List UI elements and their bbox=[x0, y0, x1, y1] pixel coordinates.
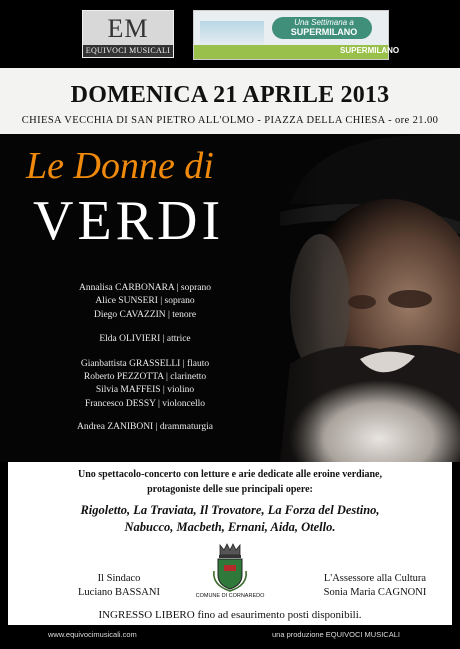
cast-musician: Gianbattista GRASSELLI | flauto bbox=[80, 358, 210, 369]
supermilano-line1: Una Settimana a bbox=[294, 18, 354, 27]
title-line2: VERDI bbox=[33, 190, 225, 252]
description-line2: protagoniste delle sue principali opere: bbox=[147, 483, 313, 495]
operas-list bbox=[8, 502, 452, 535]
comune-crest-icon bbox=[210, 541, 250, 593]
cast-musician: Silvia MAFFEIS | violino bbox=[95, 385, 195, 396]
description-line1: Uno spettacolo-concerto con letture e arie dedicate alle eroine verdiane, bbox=[78, 469, 382, 480]
logo-em-name: EQUIVOCI MUSICALI bbox=[85, 46, 171, 55]
cast-musician: Roberto PEZZOTTA | clarinetto bbox=[83, 372, 207, 383]
comune-name: COMUNE DI CORNAREDO bbox=[195, 593, 265, 599]
cast-list bbox=[40, 282, 250, 435]
operas-line1: Rigoletto, La Traviata, Il Trovatore, La Forza del Destino, bbox=[80, 503, 380, 517]
title-line1: Le Donne di bbox=[26, 145, 214, 187]
supermilano-brand: SUPERMILANO bbox=[340, 46, 400, 55]
footer bbox=[0, 625, 460, 649]
footer-production: una produzione EQUIVOCI MUSICALI bbox=[272, 630, 400, 639]
councillor-role: L'Assessore alla Cultura bbox=[323, 573, 427, 584]
footer-website: www.equivocimusicali.com bbox=[48, 630, 137, 639]
cast-musician: Francesco DESSY | violoncello bbox=[84, 398, 206, 409]
verdi-portrait bbox=[250, 134, 460, 462]
equivoci-musicali-logo bbox=[82, 10, 174, 58]
operas-line2: Nabucco, Macbeth, Ernani, Aida, Otello. bbox=[124, 519, 336, 534]
supermilano-logo bbox=[193, 10, 400, 60]
event-venue: CHIESA VECCHIA DI SAN PIETRO ALL'OLMO - PIAZZA DELLA CHIESA - ore 21.00 bbox=[21, 115, 439, 126]
mayor-role: Il Sindaco bbox=[97, 573, 141, 584]
cast-actress: Elda OLIVIERI | attrice bbox=[99, 334, 191, 345]
info-panel bbox=[8, 462, 452, 625]
councillor-signature bbox=[300, 572, 450, 600]
logo-em-mark: EM bbox=[107, 14, 149, 43]
mayor-name: Luciano BASSANI bbox=[78, 587, 160, 598]
cast-singer: Annalisa CARBONARA | soprano bbox=[79, 283, 211, 293]
date-band bbox=[0, 68, 460, 134]
councillor-name: Sonia Maria CAGNONI bbox=[323, 587, 427, 598]
supermilano-line2: SUPERMILANO bbox=[290, 27, 358, 37]
event-date: DOMENICA 21 APRILE 2013 bbox=[70, 82, 390, 108]
skyline-graphic bbox=[200, 21, 264, 47]
mayor-signature bbox=[64, 572, 174, 600]
main-panel bbox=[0, 134, 460, 462]
admission-note: INGRESSO LIBERO fino ad esaurimento posti disponibili. bbox=[98, 609, 362, 621]
description bbox=[8, 468, 452, 497]
cast-singer: Alice SUNSERI | soprano bbox=[95, 296, 195, 307]
cast-singer: Diego CAVAZZIN | tenore bbox=[93, 309, 197, 320]
cast-dramaturgy: Andrea ZANIBONI | drammaturgia bbox=[76, 422, 213, 433]
logo-band bbox=[0, 0, 460, 68]
